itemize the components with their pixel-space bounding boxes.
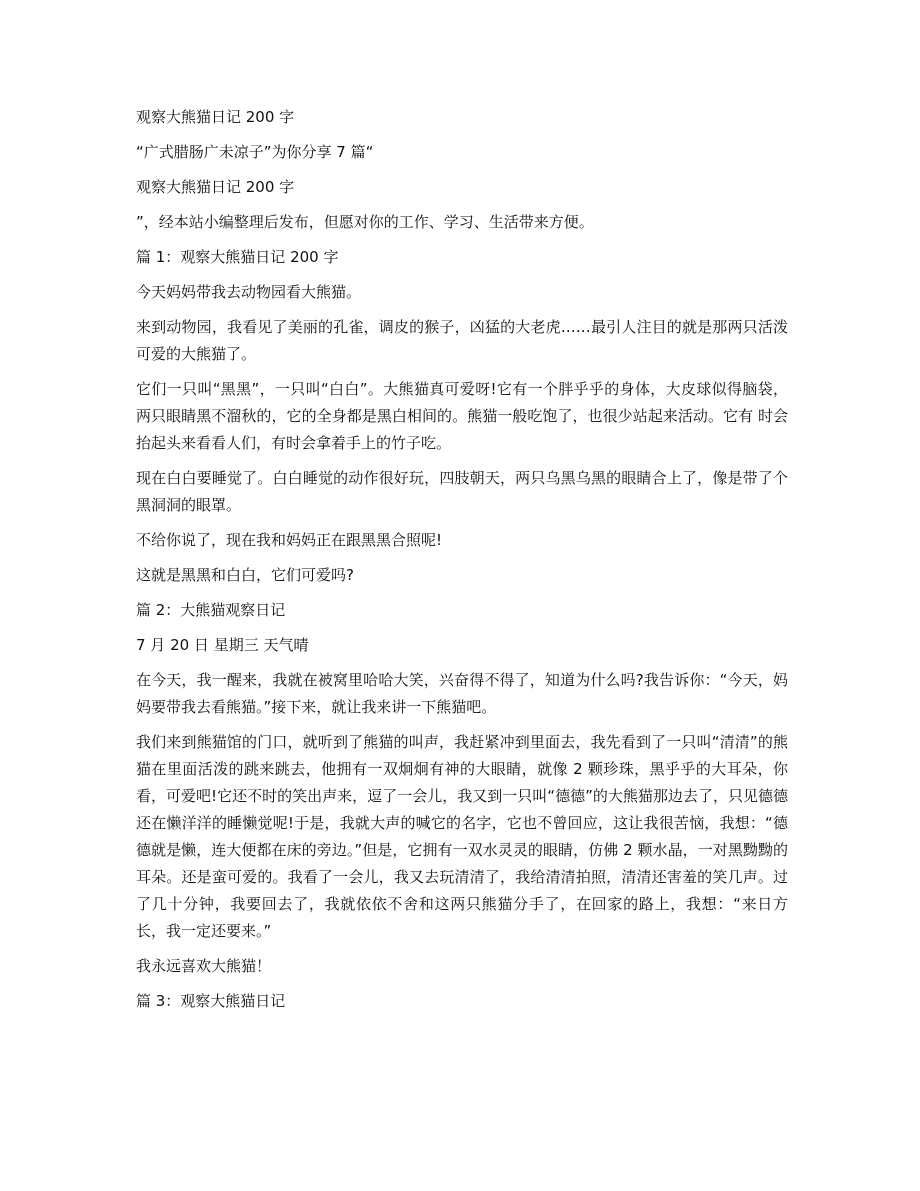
paragraph: 今天妈妈带我去动物园看大熊猫。 bbox=[136, 283, 362, 301]
section-heading-3: 篇 3：观察大熊猫日记 bbox=[136, 992, 286, 1010]
date-line: 7 月 20 日 星期三 天气晴 bbox=[136, 636, 309, 654]
paragraph: 来到动物园，我看见了美丽的孔雀，调皮的猴子，凶猛的大老虎……最引人注目的就是那两只活泼可爱的大熊猫了。 bbox=[136, 318, 788, 363]
paragraph: 这就是黑黑和白白，它们可爱吗? bbox=[136, 566, 354, 584]
doc-title-repeat: 观察大熊猫日记 200 字 bbox=[136, 178, 295, 196]
paragraph: 不给你说了，现在我和妈妈正在跟黑黑合照呢! bbox=[136, 531, 443, 549]
section-heading-1: 篇 1：观察大熊猫日记 200 字 bbox=[136, 248, 339, 266]
section-heading-2: 篇 2：大熊猫观察日记 bbox=[136, 601, 286, 619]
doc-title: 观察大熊猫日记 200 字 bbox=[136, 108, 295, 126]
paragraph: 在今天，我一醒来，我就在被窝里哈哈大笑，兴奋得不得了，知道为什么吗?我告诉你：“今天，妈妈要带我去看熊猫。”接下来，就让我来讲一下熊猫吧。 bbox=[136, 671, 788, 716]
share-line: “广式腊肠广未凉子”为你分享 7 篇“ bbox=[136, 143, 374, 161]
paragraph: 我们来到熊猫馆的门口，就听到了熊猫的叫声，我赶紧冲到里面去，我先看到了一只叫“清清”的熊猫在里面活泼的跳来跳去，他拥有一双炯炯有神的大眼睛，就像 2 颗珍珠，黑乎乎的大耳朵，你看，可爱吧!它还不时的笑出声来，逗了一会儿，我又到一只叫“德德”的大熊猫那边去了，只见德德还在懒洋洋的睡懒觉呢!于是，我就大声的喊它的名字，它也不曾回应，这让我很苦恼，我想：“德德就是懒，连大便都在床的旁边。”但是，它拥有一双水灵灵的眼睛，仿佛 2 颗水晶，一对黑黝黝的耳朵。还是蛮可爱的。我看了一会儿，我又去玩清清了，我给清清拍照，清清还害羞的笑几声。过了几十分钟，我要回去了，我就依依不舍和这两只熊猫分手了，在回家的路上，我想：“来日方长，我一定还要来。” bbox=[136, 733, 788, 940]
paragraph: 它们一只叫“黑黑”，一只叫“白白”。大熊猫真可爱呀!它有一个胖乎乎的身体，大皮球似得脑袋，两只眼睛黑不溜秋的，它的全身都是黑白相间的。熊猫一般吃饱了，也很少站起来活动。它有 时会抬起头来看看人们，有时会拿着手上的竹子吃。 bbox=[136, 380, 788, 452]
document-page bbox=[136, 104, 788, 1023]
paragraph: 现在白白要睡觉了。白白睡觉的动作很好玩，四肢朝天，两只乌黑乌黑的眼睛合上了，像是带了个黑洞洞的眼罩。 bbox=[136, 469, 788, 514]
paragraph: 我永远喜欢大熊猫！ bbox=[136, 957, 272, 975]
editor-note: ”，经本站小编整理后发布，但愿对你的工作、学习、生活带来方便。 bbox=[136, 213, 594, 231]
